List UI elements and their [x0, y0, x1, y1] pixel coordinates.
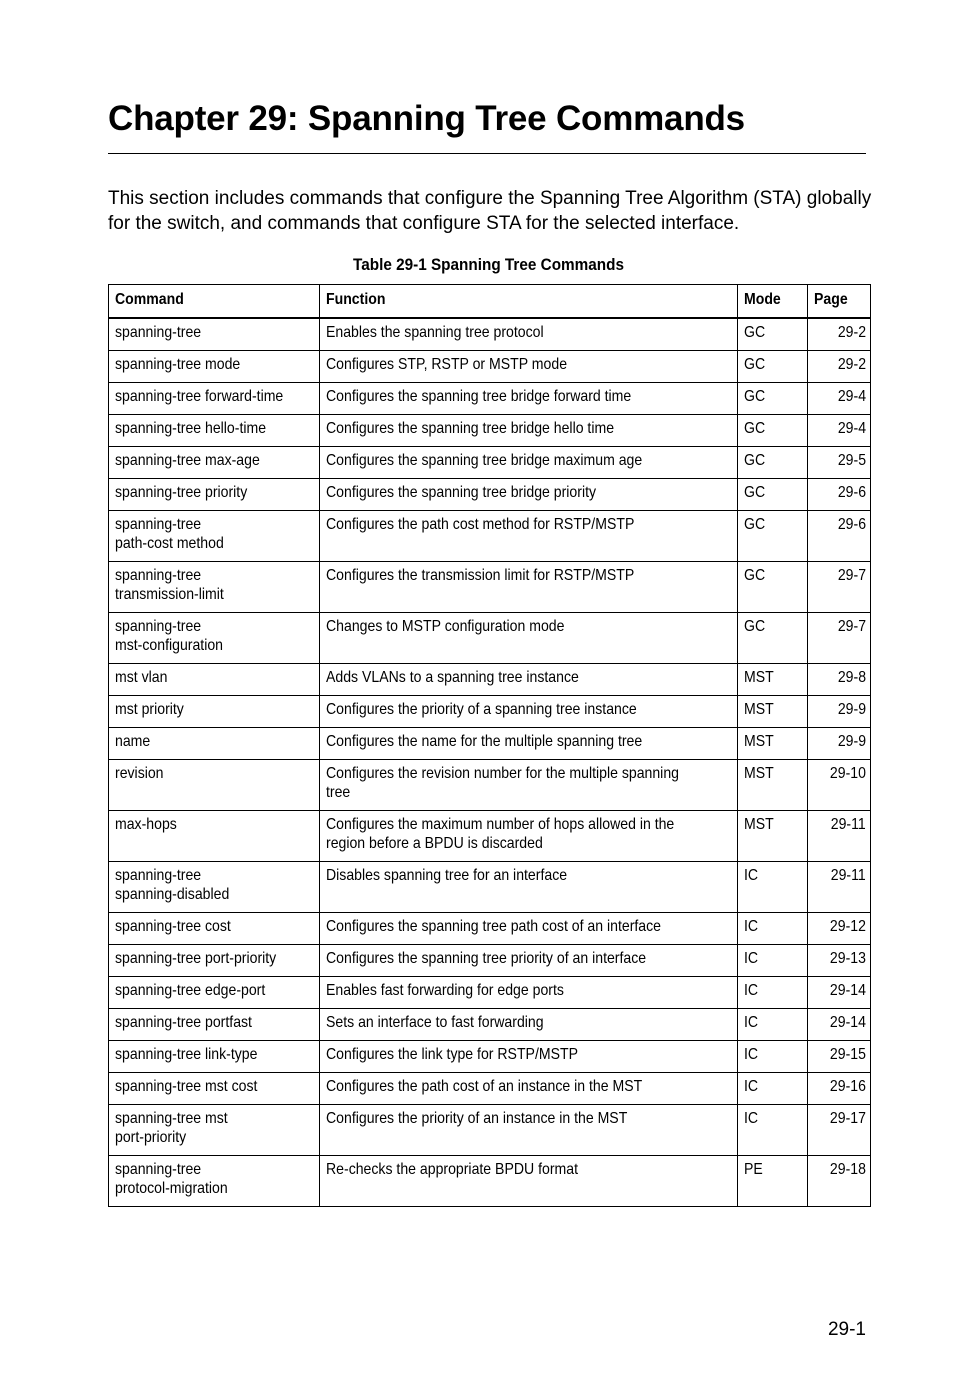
cell-function: Configures the spanning tree bridge priority — [320, 479, 738, 511]
table-row — [109, 696, 871, 728]
cell-mode: GC — [738, 415, 808, 447]
cell-command: spanning-tree transmission-limit — [109, 562, 320, 613]
cell-command: spanning-tree mst cost — [109, 1073, 320, 1105]
cell-function: Re-checks the appropriate BPDU format — [320, 1156, 738, 1207]
cell-mode: GC — [738, 318, 808, 351]
cell-function: Adds VLANs to a spanning tree instance — [320, 664, 738, 696]
cell-command: spanning-tree mst port-priority — [109, 1105, 320, 1156]
table-row — [109, 479, 871, 511]
cell-command: spanning-tree edge-port — [109, 977, 320, 1009]
cell-function: Configures the spanning tree bridge forward time — [320, 383, 738, 415]
cell-command: spanning-tree priority — [109, 479, 320, 511]
cell-command: spanning-tree mode — [109, 351, 320, 383]
cell-mode: IC — [738, 977, 808, 1009]
cell-command: spanning-tree link-type — [109, 1041, 320, 1073]
table-row — [109, 562, 871, 613]
cell-page: 29-18 — [808, 1156, 871, 1207]
cell-function: Configures the spanning tree path cost of an interface — [320, 913, 738, 945]
cell-function: Enables the spanning tree protocol — [320, 318, 738, 351]
table-row — [109, 1073, 871, 1105]
cell-mode: IC — [738, 913, 808, 945]
cell-mode: IC — [738, 1041, 808, 1073]
cell-mode: GC — [738, 479, 808, 511]
cell-function: Configures the path cost of an instance in the MST — [320, 1073, 738, 1105]
cell-page: 29-14 — [808, 1009, 871, 1041]
table-row — [109, 415, 871, 447]
cell-mode: MST — [738, 664, 808, 696]
cell-mode: IC — [738, 862, 808, 913]
cell-function: Disables spanning tree for an interface — [320, 862, 738, 913]
cell-command: spanning-tree — [109, 318, 320, 351]
cell-function: Configures the priority of an instance in the MST — [320, 1105, 738, 1156]
cell-command: revision — [109, 760, 320, 811]
cell-command: mst vlan — [109, 664, 320, 696]
cell-page: 29-12 — [808, 913, 871, 945]
cell-page: 29-4 — [808, 383, 871, 415]
title-divider — [108, 153, 866, 154]
cell-function: Configures the path cost method for RSTP/MSTP — [320, 511, 738, 562]
cell-mode: PE — [738, 1156, 808, 1207]
cell-command: spanning-tree portfast — [109, 1009, 320, 1041]
table-row — [109, 760, 871, 811]
cell-mode: MST — [738, 728, 808, 760]
cell-page: 29-14 — [808, 977, 871, 1009]
cell-page: 29-7 — [808, 562, 871, 613]
cell-command: mst priority — [109, 696, 320, 728]
cell-page: 29-2 — [808, 318, 871, 351]
cell-function: Configures STP, RSTP or MSTP mode — [320, 351, 738, 383]
cell-function: Configures the spanning tree bridge hello time — [320, 415, 738, 447]
intro-paragraph: This section includes commands that configure the Spanning Tree Algorithm (STA) globally for the switch, and commands that configure STA for the selected interface. — [108, 188, 872, 234]
chapter-title: Chapter 29: Spanning Tree Commands — [108, 99, 745, 138]
cell-mode: MST — [738, 760, 808, 811]
cell-function: Configures the spanning tree priority of an interface — [320, 945, 738, 977]
table-row — [109, 1009, 871, 1041]
table-row — [109, 913, 871, 945]
cell-mode: IC — [738, 1073, 808, 1105]
cell-mode: MST — [738, 811, 808, 862]
spanning-tree-commands-table — [108, 284, 871, 1207]
cell-page: 29-6 — [808, 479, 871, 511]
cell-page: 29-16 — [808, 1073, 871, 1105]
table-row — [109, 1105, 871, 1156]
table-row — [109, 862, 871, 913]
cell-page: 29-5 — [808, 447, 871, 479]
table-row — [109, 511, 871, 562]
cell-mode: IC — [738, 1105, 808, 1156]
cell-page: 29-8 — [808, 664, 871, 696]
cell-page: 29-6 — [808, 511, 871, 562]
table-row — [109, 811, 871, 862]
table-row — [109, 977, 871, 1009]
cell-function: Changes to MSTP configuration mode — [320, 613, 738, 664]
cell-function: Configures the revision number for the multiple spanning tree — [320, 760, 738, 811]
cell-function: Configures the name for the multiple spanning tree — [320, 728, 738, 760]
header-mode: Mode — [738, 285, 808, 319]
cell-mode: GC — [738, 613, 808, 664]
cell-page: 29-17 — [808, 1105, 871, 1156]
table-row — [109, 1041, 871, 1073]
table-row — [109, 318, 871, 351]
cell-mode: GC — [738, 351, 808, 383]
cell-mode: GC — [738, 562, 808, 613]
cell-page: 29-11 — [808, 862, 871, 913]
table-row — [109, 613, 871, 664]
cell-mode: GC — [738, 383, 808, 415]
header-page: Page — [808, 285, 871, 319]
cell-command: spanning-tree cost — [109, 913, 320, 945]
table-row — [109, 447, 871, 479]
cell-command: spanning-tree protocol-migration — [109, 1156, 320, 1207]
cell-command: spanning-tree spanning-disabled — [109, 862, 320, 913]
cell-mode: IC — [738, 945, 808, 977]
header-function: Function — [320, 285, 738, 319]
table-row — [109, 1156, 871, 1207]
table-header-row — [109, 285, 871, 319]
cell-command: spanning-tree max-age — [109, 447, 320, 479]
page-number: 29-1 — [827, 1319, 866, 1340]
cell-command: spanning-tree hello-time — [109, 415, 320, 447]
table-body — [109, 318, 871, 1207]
cell-function: Configures the transmission limit for RSTP/MSTP — [320, 562, 738, 613]
cell-command: max-hops — [109, 811, 320, 862]
cell-mode: IC — [738, 1009, 808, 1041]
cell-page: 29-11 — [808, 811, 871, 862]
cell-page: 29-15 — [808, 1041, 871, 1073]
cell-page: 29-2 — [808, 351, 871, 383]
cell-page: 29-9 — [808, 696, 871, 728]
cell-command: spanning-tree port-priority — [109, 945, 320, 977]
cell-page: 29-7 — [808, 613, 871, 664]
cell-page: 29-10 — [808, 760, 871, 811]
cell-function: Configures the maximum number of hops allowed in the region before a BPDU is discarded — [320, 811, 738, 862]
header-command: Command — [109, 285, 320, 319]
cell-command: spanning-tree path-cost method — [109, 511, 320, 562]
cell-function: Configures the priority of a spanning tree instance — [320, 696, 738, 728]
cell-command: spanning-tree forward-time — [109, 383, 320, 415]
cell-mode: MST — [738, 696, 808, 728]
table-row — [109, 728, 871, 760]
cell-function: Sets an interface to fast forwarding — [320, 1009, 738, 1041]
cell-mode: GC — [738, 447, 808, 479]
cell-page: 29-13 — [808, 945, 871, 977]
cell-command: name — [109, 728, 320, 760]
cell-page: 29-4 — [808, 415, 871, 447]
cell-mode: GC — [738, 511, 808, 562]
cell-command: spanning-tree mst-configuration — [109, 613, 320, 664]
table-caption: Table 29-1 Spanning Tree Commands — [353, 255, 624, 274]
cell-function: Configures the spanning tree bridge maximum age — [320, 447, 738, 479]
table-row — [109, 664, 871, 696]
cell-function: Configures the link type for RSTP/MSTP — [320, 1041, 738, 1073]
table-row — [109, 383, 871, 415]
cell-function: Enables fast forwarding for edge ports — [320, 977, 738, 1009]
table-row — [109, 351, 871, 383]
cell-page: 29-9 — [808, 728, 871, 760]
table-row — [109, 945, 871, 977]
